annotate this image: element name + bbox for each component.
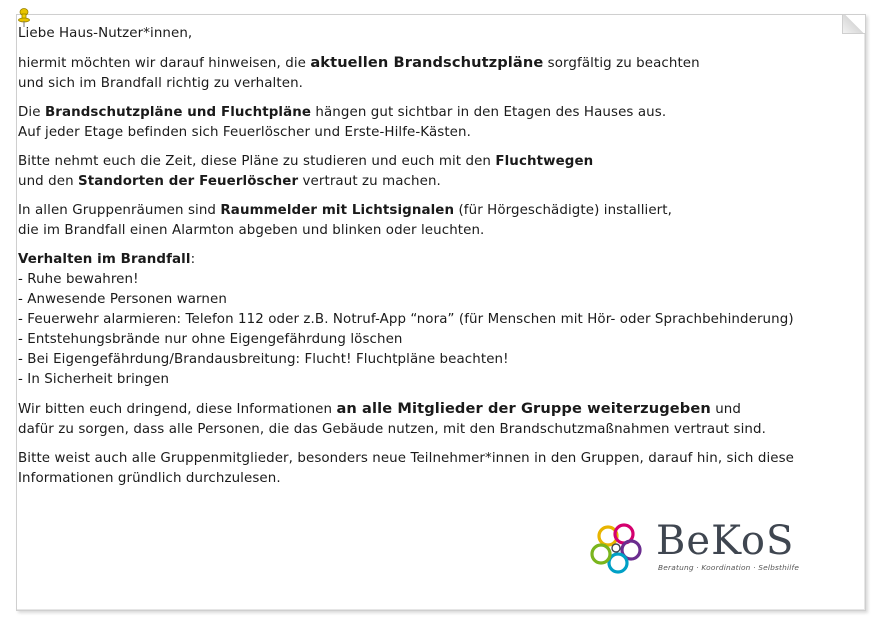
list-item: - Anwesende Personen warnen [18,292,227,307]
paragraph-fluchtwege: Bitte nehmt euch die Zeit, diese Pläne zu studieren und euch mit den Fluchtwegen und den Standorten der Feuerlöscher vertraut zu machen. [18,154,594,189]
logo-title: BeKoS [656,518,795,564]
list-item: - Feuerwehr alarmieren: Telefon 112 oder z.B. Notruf-App “nora” (für Menschen mit Hör- oder Sprachbehinderung) [18,312,794,327]
emphasis-fluchtwege: Fluchtwegen [495,154,594,169]
logo-subtitle: Beratung · Koordination · Selbsthilfe [658,563,800,572]
paragraph-fluchtplaene: Die Brandschutzpläne und Fluchtpläne hängen gut sichtbar in den Etagen des Hauses aus. Auf jeder Etage befinden sich Feuerlöscher und Erste-Hilfe-Kästen. [18,105,667,140]
list-item: - Ruhe bewahren! [18,272,139,287]
page-curl-corner [842,15,865,34]
paragraph-durchlesen: Bitte weist auch alle Gruppenmitglieder, besonders neue Teilnehmer*innen in den Gruppen, darauf hin, sich diese Informationen gründlich durchzulesen. [18,451,795,486]
behavior-list [18,270,838,390]
list-item: - Bei Eigengefährdung/Brandausbreitung: Flucht! Fluchtpläne beachten! [18,352,509,367]
emphasis-feuerloescher: Standorten der Feuerlöscher [78,174,299,189]
emphasis-raummelder: Raummelder mit Lichtsignalen [220,203,455,218]
emphasis-brandschutzplaene: aktuellen Brandschutzpläne [310,54,544,71]
paragraph-weitergeben: Wir bitten euch dringend, diese Informationen an alle Mitglieder der Gruppe weiterzugeben und dafür zu sorgen, dass alle Personen, die das Gebäude nutzen, mit den Brandschutzmaßnahmen vertraut sind. [18,400,766,437]
list-item: - In Sicherheit bringen [18,372,170,387]
emphasis-weitergeben: an alle Mitglieder der Gruppe weiterzugeben [336,400,711,417]
list-item: - Entstehungsbrände nur ohne Eigengefährdung löschen [18,332,403,347]
paragraph-raummelder: In allen Gruppenräumen sind Raummelder mit Lichtsignalen (für Hörgeschädigte) installiert, die im Brandfall einen Alarmton abgeben und blinken oder leuchten. [18,203,672,238]
greeting: Liebe Haus-Nutzer*innen, [18,26,193,41]
bekos-logo [584,516,804,582]
behavior-section [18,250,838,390]
paragraph-brandschutz: hiermit möchten wir darauf hinweisen, die aktuellen Brandschutzpläne sorgfältig zu beachten und sich im Brandfall richtig zu verhalten. [18,54,700,91]
emphasis-fluchtplaene: Brandschutzpläne und Fluchtpläne [44,105,312,120]
behavior-heading: Verhalten im Brandfall: [18,252,196,267]
flower-logo-icon [584,516,650,582]
letter-body [18,24,838,498]
